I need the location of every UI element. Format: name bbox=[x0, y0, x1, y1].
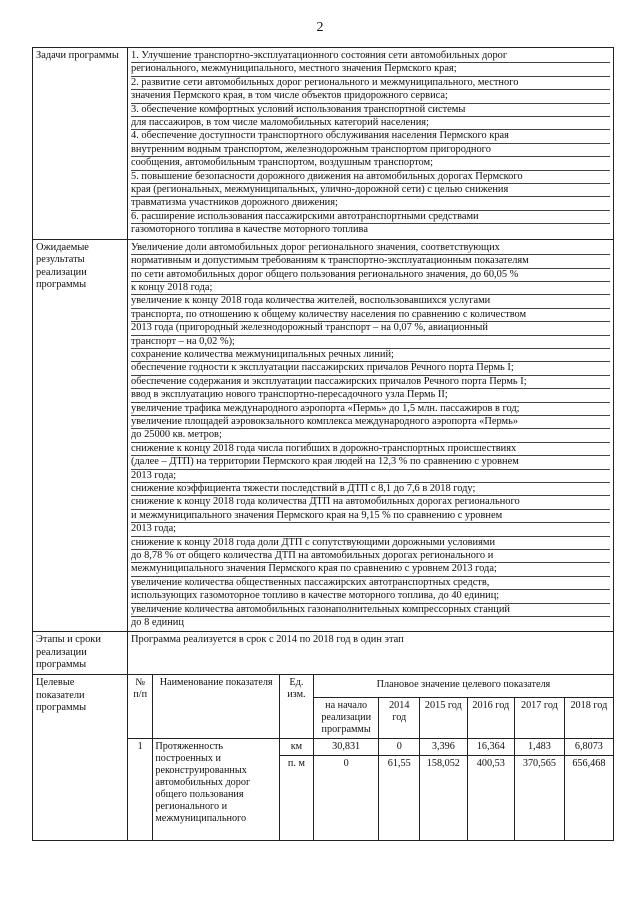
text-line: снижение коэффициента тяжести последствий в ДТП с 8,1 до 7,6 в 2018 году; bbox=[131, 483, 610, 496]
text-line: Увеличение доли автомобильных дорог регионального значения, соответствующих bbox=[131, 242, 610, 255]
passport-table bbox=[32, 47, 614, 841]
header-num: № п/п bbox=[128, 675, 153, 739]
indicators-header-row bbox=[128, 675, 613, 698]
text-line: 6. расширение использования пассажирскими автотранспортными средствами bbox=[131, 211, 610, 224]
header-year-2018: 2018 год bbox=[564, 698, 613, 739]
indicators-row bbox=[33, 675, 614, 841]
indicator-start: 0 bbox=[313, 756, 379, 841]
indicator-2018: 656,468 bbox=[564, 756, 613, 841]
indicator-2014: 0 bbox=[379, 739, 420, 756]
indicator-2015: 158,052 bbox=[420, 756, 467, 841]
text-line: увеличение к концу 2018 года количества жителей, воспользовавшихся услугами bbox=[131, 295, 610, 308]
indicator-2017: 1,483 bbox=[515, 739, 565, 756]
header-name: Наименование показателя bbox=[153, 675, 280, 739]
indicator-row bbox=[128, 739, 613, 756]
indicator-2015: 3,396 bbox=[420, 739, 467, 756]
text-line: сообщения, автомобильным транспортом, воздушным транспортом; bbox=[131, 157, 610, 170]
indicator-2017: 370,565 bbox=[515, 756, 565, 841]
text-line: к концу 2018 года; bbox=[131, 282, 610, 295]
text-line: значения Пермского края, в том числе объектов придорожного сервиса; bbox=[131, 90, 610, 103]
text-line: снижение к концу 2018 года доли ДТП с сопутствующими дорожными условиями bbox=[131, 537, 610, 550]
indicator-num: 1 bbox=[128, 739, 153, 841]
text-line: для пассажиров, в том числе маломобильных категорий населения; bbox=[131, 117, 610, 130]
tasks-lines bbox=[131, 50, 610, 237]
text-line: увеличение трафика международного аэропорта «Пермь» до 1,5 млн. пассажиров в год; bbox=[131, 403, 610, 416]
text-line: 2013 года; bbox=[131, 523, 610, 536]
tasks-label: Задачи программы bbox=[33, 48, 128, 240]
text-line: обеспечение содержания и эксплуатации пассажирских причалов Речного порта Пермь I; bbox=[131, 376, 610, 389]
text-line: внутренним водным транспортом, железнодорожным транспортом пригородного bbox=[131, 144, 610, 157]
text-line: до 8 единиц bbox=[131, 617, 184, 629]
text-line: 3. обеспечение комфортных условий использования транспортной системы bbox=[131, 104, 610, 117]
text-line: нормативным и допустимым требованиям к транспортно-эксплуатационным показателям bbox=[131, 255, 610, 268]
page-number: 2 bbox=[316, 20, 324, 35]
tasks-row bbox=[33, 48, 614, 240]
text-line: ввод в эксплуатацию нового транспортно-пересадочного узла Пермь II; bbox=[131, 389, 610, 402]
indicators-content bbox=[128, 675, 614, 841]
text-line: до 8,78 % от общего количества ДТП на автомобильных дорогах регионального и bbox=[131, 550, 610, 563]
text-line: 2. развитие сети автомобильных дорог регионального и межмуниципального, местного bbox=[131, 77, 610, 90]
text-line: транспорт – на 0,02 %); bbox=[131, 336, 610, 349]
indicator-2018: 6,8073 bbox=[564, 739, 613, 756]
indicator-unit: п. м bbox=[279, 756, 313, 841]
text-line: 2013 года; bbox=[131, 470, 610, 483]
header-start: на начало реализации программы bbox=[313, 698, 379, 739]
results-content bbox=[128, 239, 614, 632]
text-line: края (региональных, межмуниципальных, улично-дорожной сети) с целью снижения bbox=[131, 184, 610, 197]
text-line: увеличение количества автомобильных газонаполнительных компрессорных станций bbox=[131, 604, 610, 617]
text-line: использующих газомоторное топливо в качестве моторного топлива, до 40 единиц; bbox=[131, 590, 610, 603]
tasks-content bbox=[128, 48, 614, 240]
text-line: до 25000 кв. метров; bbox=[131, 429, 610, 442]
header-year-2015: 2015 год bbox=[420, 698, 467, 739]
results-lines bbox=[131, 242, 610, 630]
indicator-2014: 61,55 bbox=[379, 756, 420, 841]
text-line: 4. обеспечение доступности транспортного обслуживания населения Пермского края bbox=[131, 130, 610, 143]
text-line: по сети автомобильных дорог общего пользования регионального значения, до 60,05 % bbox=[131, 269, 610, 282]
header-year-2017: 2017 год bbox=[515, 698, 565, 739]
text-line: снижение к концу 2018 года количества ДТП на автомобильных дорогах регионального bbox=[131, 496, 610, 509]
header-year-2014: 2014 год bbox=[379, 698, 420, 739]
header-planned: Плановое значение целевого показателя bbox=[313, 675, 613, 698]
indicators-table bbox=[128, 675, 613, 840]
text-line: (далее – ДТП) на территории Пермского края людей на 12,3 % по сравнению с уровнем bbox=[131, 456, 610, 469]
indicator-2016: 16,364 bbox=[467, 739, 514, 756]
text-line: регионального, межмуниципального, местного значения Пермского края; bbox=[131, 63, 610, 76]
indicator-unit: км bbox=[279, 739, 313, 756]
text-line: транспорта, по отношению к общему количеству населения по сравнению с количеством bbox=[131, 309, 610, 322]
stages-row bbox=[33, 632, 614, 675]
header-year-2016: 2016 год bbox=[467, 698, 514, 739]
header-unit: Ед. изм. bbox=[279, 675, 313, 739]
indicator-start: 30,831 bbox=[313, 739, 379, 756]
text-line: травматизма участников дорожного движения; bbox=[131, 197, 610, 210]
text-line: снижение к концу 2018 года числа погибших в дорожно-транспортных происшествиях bbox=[131, 443, 610, 456]
results-label: Ожидаемые результаты реализации программы bbox=[33, 239, 128, 632]
text-line: 1. Улучшение транспортно-эксплуатационного состояния сети автомобильных дорог bbox=[131, 50, 610, 63]
text-line: 2013 года (пригородный железнодорожный транспорт – на 0,07 %, авиационный bbox=[131, 322, 610, 335]
text-line: и межмуниципального значения Пермского края на 9,15 % по сравнению с уровнем bbox=[131, 510, 610, 523]
text-line: газомоторного топлива в качестве моторного топлива bbox=[131, 224, 368, 236]
text-line: увеличение площадей аэровокзального комплекса международного аэропорта «Пермь» bbox=[131, 416, 610, 429]
results-row bbox=[33, 239, 614, 632]
text-line: 5. повышение безопасности дорожного движения на автомобильных дорогах Пермского bbox=[131, 171, 610, 184]
stages-label: Этапы и сроки реализации программы bbox=[33, 632, 128, 675]
text-line: обеспечение годности к эксплуатации пассажирских причалов Речного порта Пермь I; bbox=[131, 362, 610, 375]
text-line: сохранение количества межмуниципальных речных линий; bbox=[131, 349, 610, 362]
text-line: межмуниципального значения Пермского края по сравнению с уровнем 2013 года; bbox=[131, 563, 610, 576]
indicators-label: Целевые показатели программы bbox=[33, 675, 128, 841]
stages-text: Программа реализуется в срок с 2014 по 2018 год в один этап bbox=[128, 632, 614, 675]
indicator-name: Протяженность построенных и реконструированных автомобильных дорог общего пользования регионального и межмуниципального bbox=[153, 739, 280, 841]
text-line: увеличение количества общественных пассажирских автотранспортных средств, bbox=[131, 577, 610, 590]
indicator-2016: 400,53 bbox=[467, 756, 514, 841]
